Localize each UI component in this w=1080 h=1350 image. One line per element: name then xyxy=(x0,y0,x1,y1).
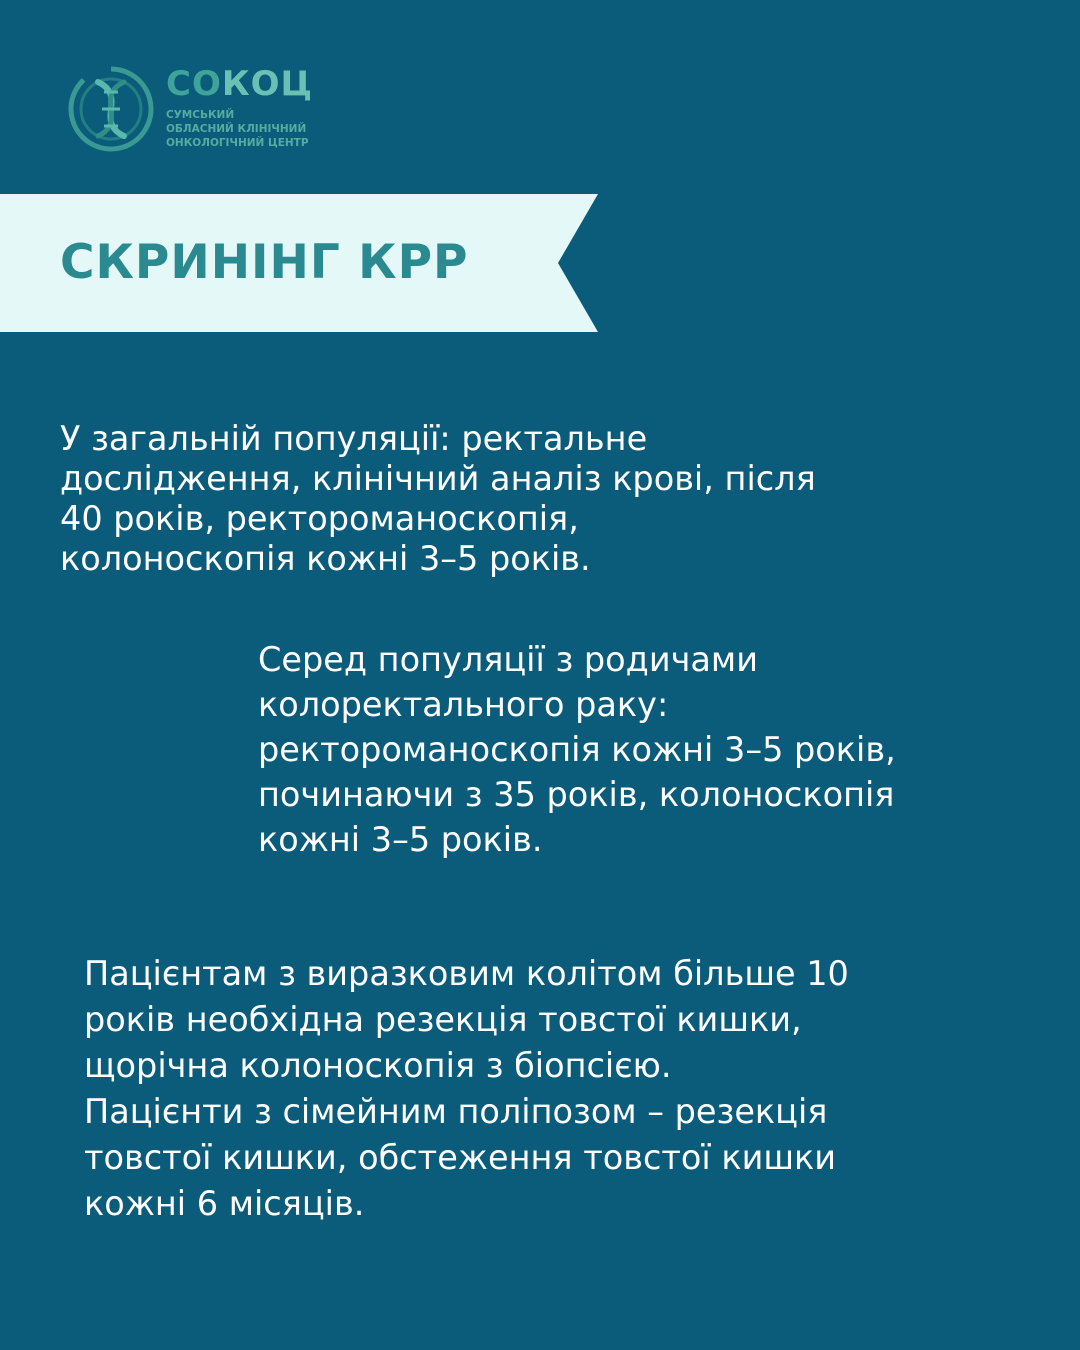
title-banner xyxy=(0,194,598,332)
logo-subtitle-line3: ОНКОЛОГІЧНИЙ ЦЕНТР xyxy=(166,137,309,149)
paragraph-colitis-patients: Пацієнтам з виразковим колітом більше 10 років необхідна резекція товстої кишки, щорічна колоноскопія з біопсією. Пацієнти з сімейним поліпозом – резекція товстої кишки, обстеження товстої кишки кожні 6 місяців. xyxy=(84,954,849,1223)
page-title: СКРИНІНГ КРР xyxy=(60,235,469,290)
logo xyxy=(66,64,326,156)
dna-helix-icon xyxy=(66,64,156,154)
logo-subtitle-line1: СУМСЬКИЙ xyxy=(166,109,235,121)
logo-name-part2: КОЦ xyxy=(221,64,314,104)
paragraph-general-population: У загальній популяції: ректальне дослідження, клінічний аналіз крові, після 40 років, ректороманоскопія, колоноскопія кожні 3–5 років. xyxy=(60,419,816,578)
logo-subtitle xyxy=(166,108,309,150)
logo-name-part1: СО xyxy=(166,64,222,104)
logo-subtitle-line2: ОБЛАСНИЙ КЛІНІЧНИЙ xyxy=(166,123,307,135)
logo-name xyxy=(166,64,313,104)
paragraph-relatives-population: Серед популяції з родичами колоректального раку: ректороманоскопія кожні 3–5 років, починаючи з 35 років, колоноскопія кожні 3–5 років. xyxy=(258,640,896,859)
